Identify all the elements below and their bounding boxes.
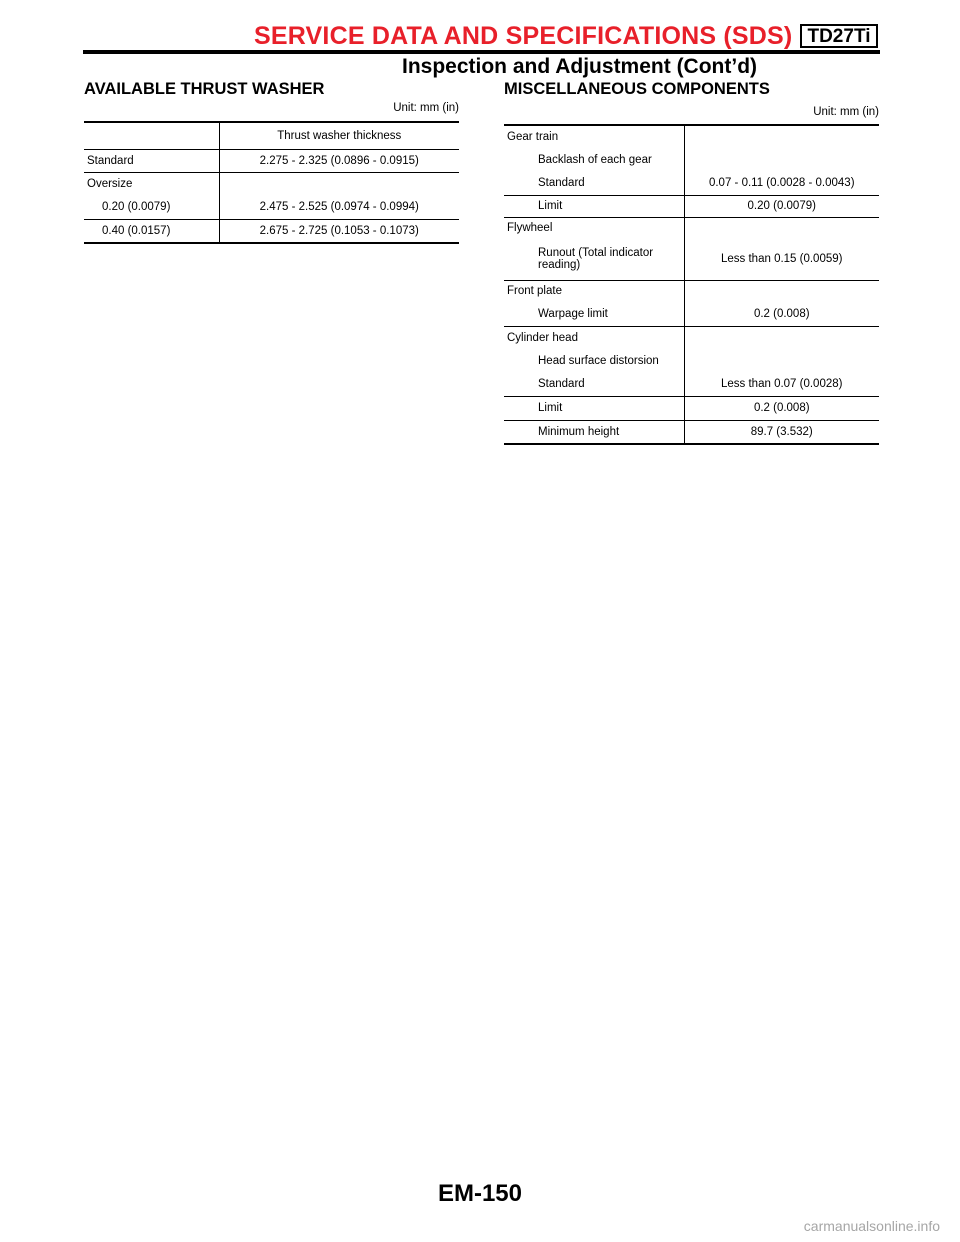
table-row [84,172,459,195]
table-row [504,195,879,217]
header-divider [83,50,880,54]
row-label: Head surface distorsion [504,349,684,372]
row-label: 0.20 (0.0079) [84,195,219,219]
row-value: 0.07 - 0.11 (0.0028 - 0.0043) [684,171,879,195]
row-label [504,239,684,280]
misc-table [504,124,879,445]
page-title: SERVICE DATA AND SPECIFICATIONS (SDS) [254,22,793,50]
table-row [504,280,879,302]
watermark: carmanualsonline.info [803,1218,940,1234]
row-value: 0.2 (0.008) [684,302,879,326]
thrust-washer-heading: AVAILABLE THRUST WASHER [84,80,325,98]
row-value: 2.675 - 2.725 (0.1053 - 0.1073) [259,224,419,237]
row-label: Oversize [84,172,219,195]
table-row [504,217,879,239]
row-value: Less than 0.15 (0.0059) [684,239,879,280]
page-number: EM-150 [437,1180,523,1207]
misc-heading: MISCELLANEOUS COMPONENTS [504,80,770,98]
row-label: Limit [504,396,684,420]
row-value: 2.475 - 2.525 (0.0974 - 0.0994) [219,195,459,219]
page-subtitle: Inspection and Adjustment (Cont’d) [402,55,758,78]
row-value: 0.2 (0.008) [684,396,879,420]
table-row [504,349,879,372]
table-row [84,149,459,172]
row-label: Cylinder head [504,326,684,349]
table-row [504,239,879,280]
row-value: Less than 0.07 (0.0028) [684,372,879,396]
misc-unit: Unit: mm (in) [813,106,879,118]
column-header: Thrust washer thickness [219,122,459,149]
row-label: Standard [504,372,684,396]
row-value: 0.20 (0.0079) [684,195,879,217]
table-row [84,122,459,149]
table-row [504,302,879,326]
model-badge: TD27Ti [800,24,878,48]
row-label: Standard [84,149,219,172]
row-value: 89.7 (3.532) [750,425,813,438]
row-label: Warpage limit [504,302,684,326]
thrust-washer-table [84,121,459,244]
table-row [504,372,879,396]
table-row [504,326,879,349]
table-row [504,420,879,444]
row-label: 0.40 (0.0157) [84,219,219,243]
row-label: Gear train [504,125,684,148]
table-row [84,219,459,243]
row-label: Limit [504,195,684,217]
row-label: Front plate [504,280,684,302]
runout-label-line1: Runout (Total indicator [538,247,654,260]
thrust-washer-unit: Unit: mm (in) [393,102,459,114]
row-label: Flywheel [504,217,684,239]
table-row [504,148,879,171]
row-label: Backlash of each gear [504,148,684,171]
row-label: Minimum height [504,420,684,444]
runout-label-line2: reading) [538,259,581,272]
row-label: Standard [504,171,684,195]
table-row [504,396,879,420]
table-row [504,171,879,195]
row-value: 2.275 - 2.325 (0.0896 - 0.0915) [219,149,459,172]
table-row [84,195,459,219]
table-row [504,125,879,148]
